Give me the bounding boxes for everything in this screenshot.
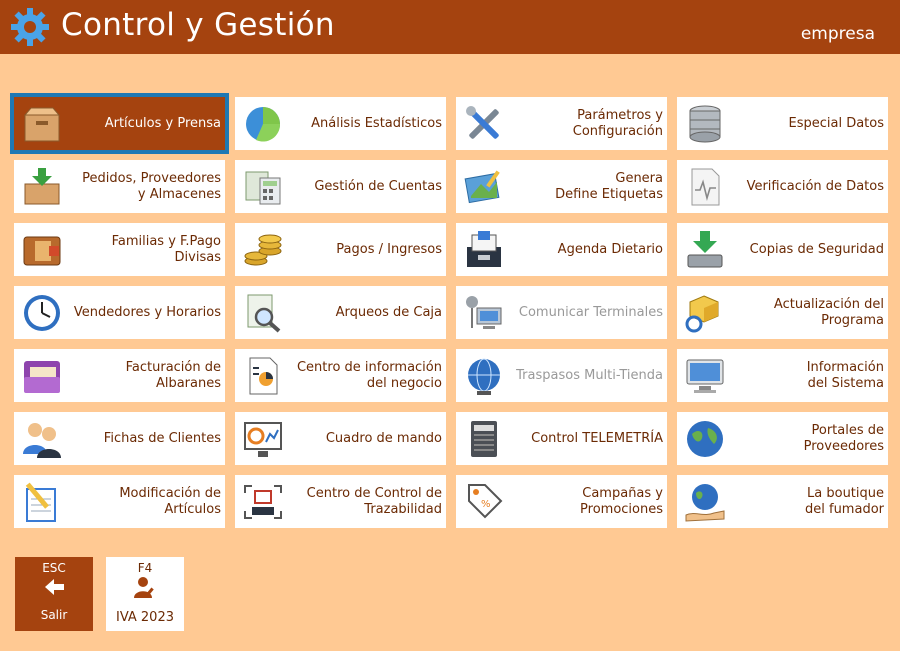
tile-label: Centro de Control de Trazabilidad (306, 485, 442, 517)
globe-icon (684, 418, 726, 460)
tile-cuadro-mando[interactable] (235, 412, 446, 465)
labels-icon (463, 166, 505, 208)
tile-actualizacion-programa[interactable] (677, 286, 888, 339)
tile-label: Especial Datos (788, 115, 884, 131)
clock-icon (21, 292, 63, 334)
tile-label: Copias de Seguridad (749, 241, 884, 257)
invoice-folder-icon (21, 355, 63, 397)
tile-label: Familias y F.Pago Divisas (111, 233, 221, 265)
tile-label: Modificación de Artículos (119, 485, 221, 517)
tile-facturacion-albaranes[interactable] (14, 349, 225, 402)
network-computer-icon (463, 292, 505, 334)
tile-campanas-promociones[interactable] (456, 475, 667, 528)
tile-copias-seguridad[interactable] (677, 223, 888, 276)
tile-modificacion-articulos[interactable] (14, 475, 225, 528)
tile-label: Arqueos de Caja (335, 304, 442, 320)
magnifier-document-icon (242, 292, 284, 334)
box-download-icon (21, 166, 63, 208)
iva-label: IVA 2023 (115, 610, 174, 625)
tile-label: Vendedores y Horarios (73, 304, 221, 320)
tile-centro-informacion[interactable] (235, 349, 446, 402)
svg-text:%: % (481, 499, 491, 510)
tile-label: Fichas de Clientes (103, 430, 221, 446)
tile-familias-fpago[interactable] (14, 223, 225, 276)
tile-label: Campañas y Promociones (580, 485, 663, 517)
backup-drive-icon (684, 229, 726, 271)
tile-arqueos-caja[interactable] (235, 286, 446, 339)
tile-analisis-estadisticos[interactable] (235, 97, 446, 150)
tile-pedidos-proveedores[interactable] (14, 160, 225, 213)
tile-traspasos-multitienda[interactable] (456, 349, 667, 402)
database-icon (684, 103, 726, 145)
tile-label: La boutique del fumador (805, 485, 884, 517)
page-title: Control y Gestión (61, 7, 335, 43)
card-index-icon (463, 229, 505, 271)
tile-label: Parámetros y Configuración (572, 107, 663, 139)
globe-hand-icon (684, 481, 726, 523)
tile-centro-trazabilidad[interactable] (235, 475, 446, 528)
tile-gestion-cuentas[interactable] (235, 160, 446, 213)
tile-label: Actualización del Programa (773, 296, 884, 328)
tile-control-telemetria[interactable] (456, 412, 667, 465)
company-name: empresa (800, 24, 875, 44)
server-icon (463, 418, 505, 460)
wallet-icon (21, 229, 63, 271)
tile-informacion-sistema[interactable] (677, 349, 888, 402)
esc-key-label: ESC (42, 561, 66, 575)
monitor-icon (684, 355, 726, 397)
pie-chart-icon (242, 103, 284, 145)
tile-pagos-ingresos[interactable] (235, 223, 446, 276)
tile-label: Portales de Proveedores (803, 422, 884, 454)
tile-label: Control TELEMETRÍA (531, 430, 663, 446)
price-tags-icon (463, 481, 505, 523)
tile-agenda-dietario[interactable] (456, 223, 667, 276)
tile-label: Cuadro de mando (325, 430, 442, 446)
update-cubes-icon (684, 292, 726, 334)
barcode-scan-icon (242, 481, 284, 523)
f4-key-label: F4 (137, 561, 153, 575)
tile-genera-etiquetas[interactable] (456, 160, 667, 213)
document-chart-icon (684, 166, 726, 208)
exit-label: Salir (40, 608, 68, 622)
box-icon (21, 103, 63, 145)
users-icon (21, 418, 63, 460)
tile-fichas-clientes[interactable] (14, 412, 225, 465)
calculator-icon (242, 166, 284, 208)
exit-button[interactable] (15, 557, 93, 631)
tile-boutique-fumador[interactable] (677, 475, 888, 528)
user-wrench-icon (133, 575, 157, 599)
tile-label: Información del Sistema (806, 359, 884, 391)
app-header (0, 0, 900, 54)
tile-label: Comunicar Terminales (518, 304, 663, 320)
tile-label: Traspasos Multi-Tienda (516, 367, 663, 383)
tile-label: Gestión de Cuentas (314, 178, 442, 194)
tile-articulos-prensa[interactable] (14, 97, 225, 150)
coins-icon (242, 229, 284, 271)
tile-label: Genera Define Etiquetas (555, 170, 663, 202)
dashboard-icon (242, 418, 284, 460)
tile-vendedores-horarios[interactable] (14, 286, 225, 339)
tile-verificacion-datos[interactable] (677, 160, 888, 213)
tile-label: Pedidos, Proveedores y Almacenes (82, 170, 221, 202)
tile-label: Artículos y Prensa (104, 115, 221, 131)
tile-label: Pagos / Ingresos (336, 241, 442, 257)
tile-portales-proveedores[interactable] (677, 412, 888, 465)
tile-label: Verificación de Datos (746, 178, 884, 194)
tile-label: Facturación de Albaranes (125, 359, 221, 391)
module-grid (14, 97, 888, 529)
tile-label: Análisis Estadísticos (311, 115, 442, 131)
report-icon (242, 355, 284, 397)
globe-network-icon (463, 355, 505, 397)
tile-comunicar-terminales[interactable] (456, 286, 667, 339)
gear-icon (10, 7, 50, 47)
iva-button[interactable] (106, 557, 184, 631)
notepad-pencil-icon (21, 481, 63, 523)
tools-icon (463, 103, 505, 145)
tile-parametros-configuracion[interactable] (456, 97, 667, 150)
tile-label: Agenda Dietario (557, 241, 663, 257)
tile-label: Centro de información del negocio (296, 359, 442, 391)
tile-especial-datos[interactable] (677, 97, 888, 150)
arrow-left-icon (42, 575, 66, 599)
